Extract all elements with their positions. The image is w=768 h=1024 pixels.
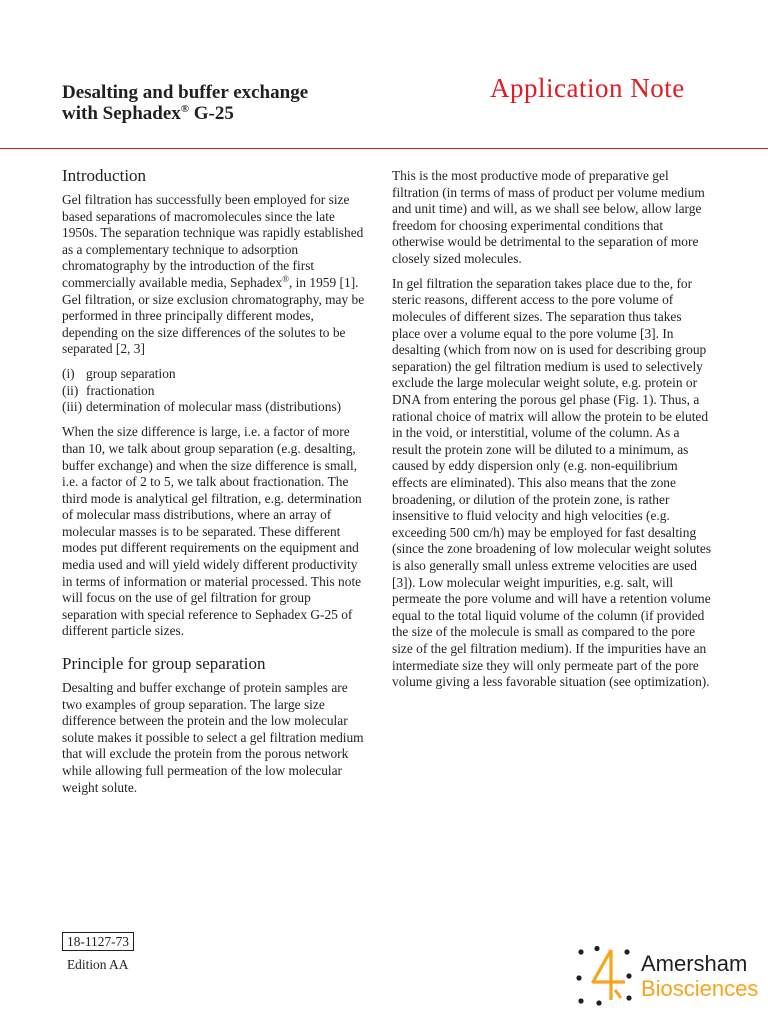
amersham-logo-icon <box>575 946 633 1006</box>
list-item: (ii) fractionation <box>62 382 155 398</box>
list-item: (i) group separation <box>62 366 176 382</box>
document-title <box>62 82 392 124</box>
separation-paragraph: In gel filtration the separation takes place due to the, for steric reasons, different access to the pore volume of molecules of different sizes. The separation thus takes place over a volume equal to the pore volume [3]. In desalting (which from now on is used for describing group separation) the gel filtration medium is used to selectively exclude the large molecular weight solute, e.g. protein or DNA from entering the porous gel phase (Fig. 1). Thus, a rational choice of matrix will allow the protein to be eluted in the void, or interstitial, volume of the column. As a result the protein zone will be diluted to a minimum, as caused by eddy dispersion only (e.g. non-equilibrium effects are eliminated). This also means that the zone broadening, or dilution of the protein zone, is rather insensitive to fluid velocity and high velocities (e.g. exceeding 500 cm/h) may be employed for fast desalting (since the zone broadening of low molecular weight solutes is also generally small unless extreme velocities are used [3]). Low molecular weight impurities, e.g. salt, will permeate the pore volume and will have a retention volume equal to the total liquid volume of the column (if provided the size of the molecule is small as compared to the pore size of the gel filtration medium). If the impurities have an intermediate size they will only permeate part of the pore volume giving a less favorable situation (see optimization). <box>392 275 712 690</box>
productive-mode-paragraph: This is the most productive mode of preparative gel filtration (in terms of mass of product per volume medium and unit time) and will, as we shall see below, allow large freedom for choosing experimental conditions that otherwise would be detrimental to the separation of more closely sized molecules. <box>392 168 705 266</box>
header-divider <box>0 148 768 149</box>
edition-label: Edition AA <box>67 957 129 972</box>
title-line-1: Desalting and buffer exchange <box>62 82 309 103</box>
title-line-2a: with Sephadex <box>62 103 181 124</box>
document-number: 18-1127-73 <box>62 932 134 951</box>
introduction-heading: Introduction <box>62 166 147 185</box>
logo-text-amersham: Amersham <box>641 951 748 976</box>
left-column <box>62 166 368 804</box>
logo-text-biosciences: Biosciences <box>641 976 759 1001</box>
amersham-logo <box>575 946 765 1008</box>
principle-paragraph: Desalting and buffer exchange of protein samples are two examples of group separation. The large size difference between the protein and the low molecular solute makes it possible to select a gel filtration medium that will exclude the protein from the porous network while allowing full permeation of the low molecular weight solute. <box>62 680 364 795</box>
registered-mark: ® <box>180 103 189 115</box>
principle-heading: Principle for group separation <box>62 654 266 674</box>
list-item: (iii) determination of molecular mass (distributions) <box>62 399 342 415</box>
size-difference-paragraph: When the size difference is large, i.e. a factor of more than 10, we talk about group separation (e.g. desalting, buffer exchange) and when the size difference is small, i.e. a factor of 2 to 5, we talk about fractionation. The third mode is analytical gel filtration, e.g. determination of molecular mass distributions, where an array of molecular masses is to be separated. These different modes put different requirements on the equipment and media used and will yield widely different productivity in terms of information or material processed. This note will focus on the use of gel filtration for group separation with special reference to Sephadex G-25 of different particle sizes. <box>62 424 362 639</box>
application-note-label: Application Note <box>490 73 685 103</box>
right-column <box>392 168 712 699</box>
intro-paragraph: Gel filtration has successfully been employed for size based separations of macromolecules since the late 1950s. The separation technique was rapidly established as a complementary technique to adsorption chromatography by the introduction of the first commercially available media, Sephadex®, in 1959 [1]. Gel filtration, or size exclusion chromatography, may be performed in three principally different modes, depending on the size differences of the solutes to be separated [2, 3] <box>62 192 365 357</box>
title-line-2b: G-25 <box>189 103 234 124</box>
modes-list <box>62 366 368 416</box>
